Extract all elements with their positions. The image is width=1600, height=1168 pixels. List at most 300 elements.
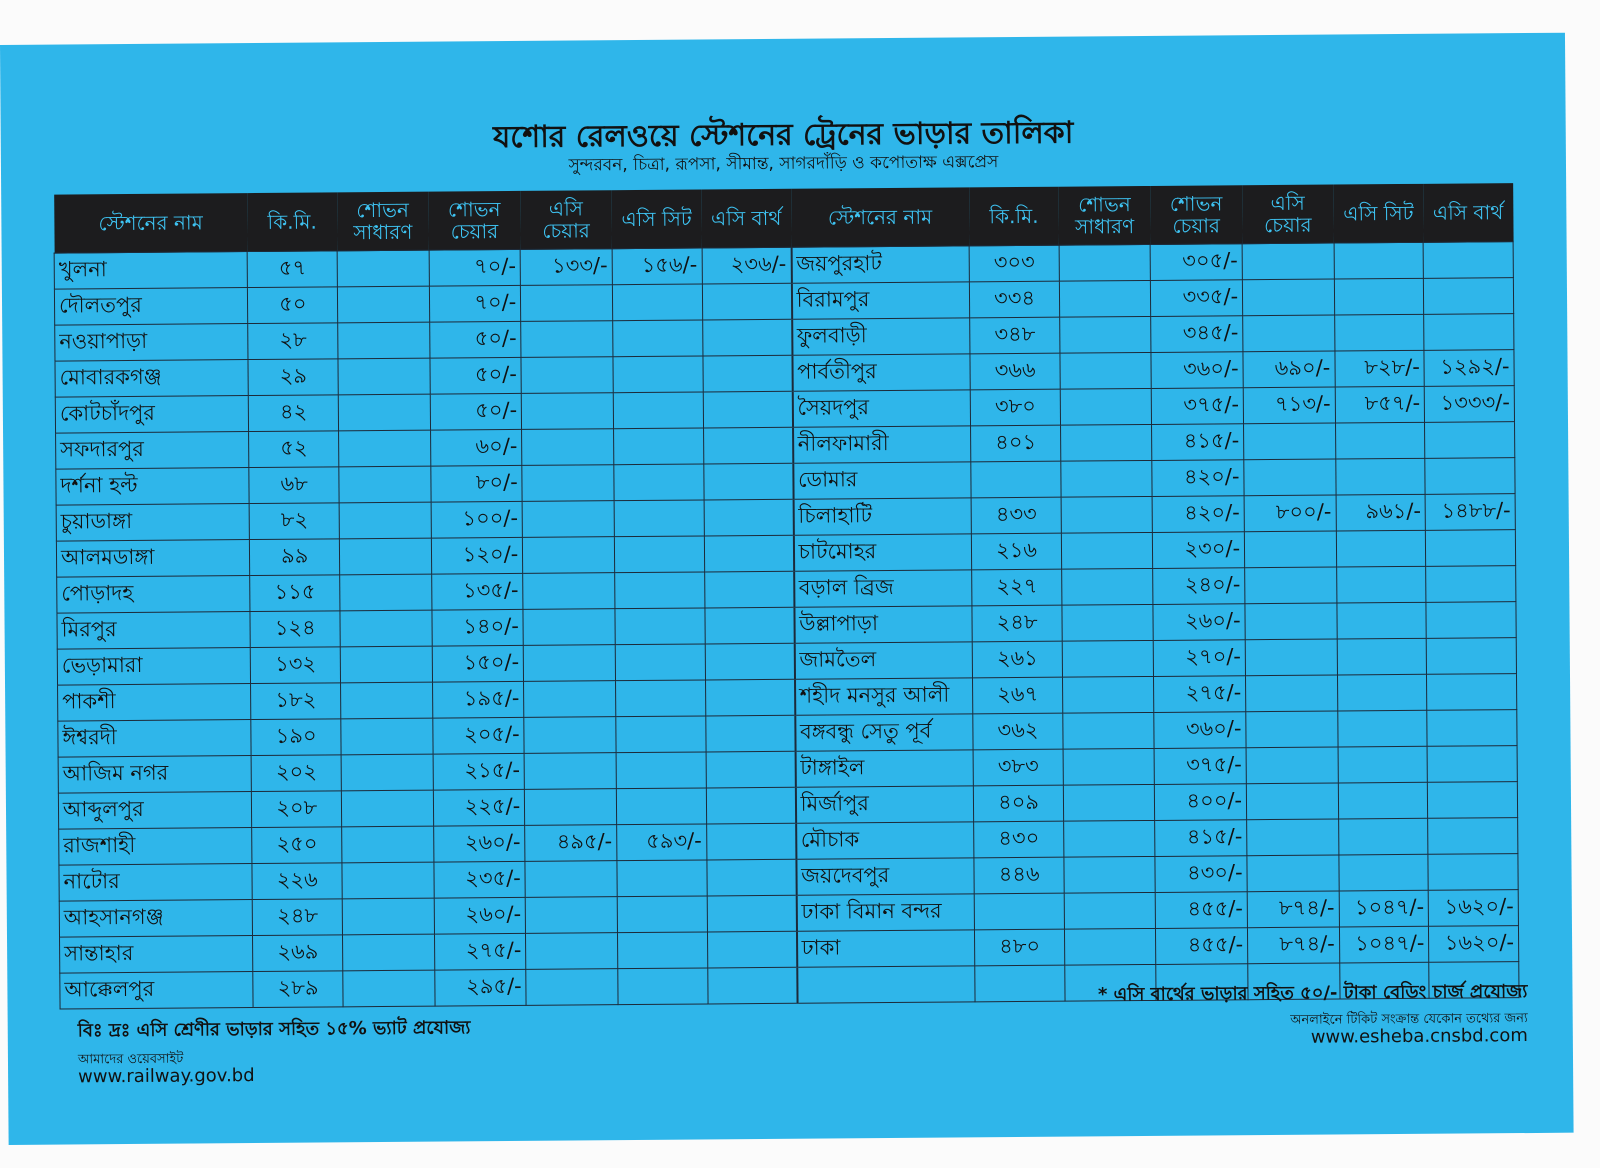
right-shovon-chair-cell: ৪২০/- xyxy=(1152,460,1244,497)
right-shovon-chair-cell: ৪৫৫/- xyxy=(1156,928,1248,965)
right-shovon-chair-cell: ৪২০/- xyxy=(1153,496,1245,533)
left-shovon-chair-cell: ৬০/- xyxy=(430,429,522,466)
left-ac-berth-cell xyxy=(706,823,796,860)
right-shovon-general-cell xyxy=(1062,568,1154,605)
right-km-cell xyxy=(975,965,1065,1002)
left-ac-seat-cell xyxy=(615,572,705,609)
right-ac-seat-cell: ১০৪৭/- xyxy=(1339,890,1429,927)
right-shovon-general-cell xyxy=(1063,748,1155,785)
right-ac-seat-cell: ৯৬১/- xyxy=(1336,494,1426,531)
fare-sheet xyxy=(0,33,1574,1145)
right-ac-berth-cell xyxy=(1423,242,1513,279)
right-ac-seat-cell xyxy=(1338,710,1428,747)
left-ac-berth-cell xyxy=(703,463,793,500)
right-km-cell xyxy=(974,893,1064,930)
left-station-name-cell: মোবারকগঞ্জ xyxy=(55,360,249,398)
left-station-name-cell: নওয়াপাড়া xyxy=(55,324,249,362)
left-ac-berth-cell xyxy=(704,499,794,536)
left-shovon-general-cell xyxy=(338,394,430,431)
left-shovon-chair-cell: ১৯৫/- xyxy=(432,681,524,718)
left-station-name-cell: সান্তাহার xyxy=(60,936,254,974)
left-shovon-general-cell xyxy=(338,322,430,359)
right-shovon-chair-cell: ২৭০/- xyxy=(1154,640,1246,677)
left-shovon-chair-cell: ১৩৫/- xyxy=(431,573,523,610)
left-shovon-chair-cell: ২৩৫/- xyxy=(434,861,526,898)
left-ac-berth-cell xyxy=(702,283,792,320)
column-header-station-name: স্টেশনের নাম xyxy=(791,187,970,247)
column-header-ac-chair: এসি চেয়ার xyxy=(1242,185,1334,244)
right-station-name-cell: টাঙ্গাইল xyxy=(795,750,973,787)
right-ac-berth-cell xyxy=(1425,422,1515,459)
left-ac-chair-cell xyxy=(525,861,617,898)
left-ac-seat-cell xyxy=(612,284,702,321)
right-km-cell xyxy=(971,461,1061,498)
left-shovon-chair-cell: ১০০/- xyxy=(431,501,523,538)
left-km-cell: ৪২ xyxy=(249,395,339,432)
right-shovon-general-cell xyxy=(1063,820,1155,857)
left-ac-chair-cell xyxy=(521,357,613,394)
left-km-cell: ১২৪ xyxy=(250,611,340,648)
right-ac-seat-cell xyxy=(1336,566,1426,603)
right-ac-chair-cell xyxy=(1246,783,1338,820)
column-header-shovon-general: শোভন সাধারণ xyxy=(1059,186,1151,245)
column-header-shovon-chair: শোভন চেয়ার xyxy=(1150,185,1242,244)
right-km-cell: ৪০৯ xyxy=(974,785,1064,822)
right-station-name-cell: মির্জাপুর xyxy=(795,786,973,823)
left-ac-seat-cell xyxy=(615,680,705,717)
left-station-name-cell: আজিম নগর xyxy=(58,756,252,794)
right-shovon-general-cell xyxy=(1064,928,1156,965)
left-shovon-chair-cell: ৫০/- xyxy=(429,321,521,358)
right-ac-seat-cell: ১০৪৭/- xyxy=(1339,926,1429,963)
left-station-name-cell: ভেড়ামারা xyxy=(57,648,251,686)
left-shovon-general-cell xyxy=(339,466,431,503)
left-km-cell: ৫২ xyxy=(249,431,339,468)
right-ac-chair-cell: ৮০০/- xyxy=(1244,495,1336,532)
right-ac-seat-cell xyxy=(1338,782,1428,819)
left-ac-berth-cell xyxy=(706,787,796,824)
left-station-name-cell: আলমডাঙ্গা xyxy=(56,540,250,578)
right-ac-chair-cell: ৮৭৪/- xyxy=(1248,927,1340,964)
right-ac-chair-cell xyxy=(1245,567,1337,604)
right-ac-seat-cell xyxy=(1339,854,1429,891)
right-ac-berth-cell xyxy=(1428,854,1518,891)
left-km-cell: ২২৬ xyxy=(252,863,342,900)
left-shovon-general-cell xyxy=(337,286,429,323)
right-station-name-cell: জামতৈল xyxy=(794,642,972,679)
right-km-cell: ৩৪৮ xyxy=(970,317,1060,354)
right-shovon-general-cell xyxy=(1060,352,1152,389)
left-ac-berth-cell xyxy=(705,679,795,716)
right-km-cell: ৪৪৬ xyxy=(974,857,1064,894)
left-station-name-cell: চুয়াডাঙ্গা xyxy=(56,504,250,542)
left-km-cell: ৫৭ xyxy=(248,251,338,288)
left-station-name-cell: আক্কেলপুর xyxy=(60,972,254,1010)
right-station-name-cell: পার্বতীপুর xyxy=(792,354,970,391)
left-ac-chair-cell xyxy=(522,429,614,466)
right-ac-chair-cell xyxy=(1247,819,1339,856)
left-ac-chair-cell xyxy=(522,465,614,502)
right-ac-berth-cell xyxy=(1426,530,1516,567)
left-station-name-cell: খুলনা xyxy=(54,252,248,290)
right-km-cell: ৩৮৩ xyxy=(973,749,1063,786)
left-station-name-cell: রাজশাহী xyxy=(59,828,253,866)
right-ac-chair-cell xyxy=(1244,531,1336,568)
left-station-name-cell: নাটোর xyxy=(59,864,253,902)
left-km-cell: ১৩২ xyxy=(251,647,341,684)
left-km-cell: ১৮২ xyxy=(251,683,341,720)
left-ac-chair-cell: ৪৯৫/- xyxy=(525,825,617,862)
bedding-charge-note: * এসি বার্থের ভাড়ার সহিত ৫০/- টাকা বেডিং চার্জ প্রযোজ্য xyxy=(1097,981,1528,1006)
left-ac-berth-cell xyxy=(707,895,797,932)
right-shovon-chair-cell: ৪১৫/- xyxy=(1155,820,1247,857)
left-shovon-chair-cell: ২১৫/- xyxy=(433,753,525,790)
left-ac-chair-cell xyxy=(523,609,615,646)
right-station-name-cell: বঙ্গবন্ধু সেতু পূর্ব xyxy=(795,714,973,751)
left-ac-seat-cell xyxy=(618,968,708,1005)
esheba-website-link[interactable]: www.esheba.cnsbd.com xyxy=(1310,1025,1528,1048)
right-ac-seat-cell xyxy=(1335,422,1425,459)
right-ac-seat-cell xyxy=(1338,746,1428,783)
right-ac-berth-cell xyxy=(1427,710,1517,747)
right-station-name-cell: বিরামপুর xyxy=(791,282,969,319)
page-title: যশোর রেলওয়ে স্টেশনের ট্রেনের ভাড়ার তালিকা xyxy=(492,115,1074,156)
left-ac-seat-cell xyxy=(614,536,704,573)
right-shovon-general-cell xyxy=(1059,244,1151,281)
left-ac-seat-cell xyxy=(617,896,707,933)
left-station-name-cell: পোড়াদহ xyxy=(57,576,251,614)
right-ac-seat-cell xyxy=(1338,818,1428,855)
column-header-ac-berth: এসি বার্থ xyxy=(1423,183,1513,242)
left-ac-berth-cell xyxy=(702,355,792,392)
right-shovon-chair-cell: ২৩০/- xyxy=(1153,532,1245,569)
left-km-cell: ৯৯ xyxy=(250,539,340,576)
left-ac-seat-cell xyxy=(615,608,705,645)
right-ac-chair-cell xyxy=(1246,747,1338,784)
right-km-cell: ৩৬৬ xyxy=(970,353,1060,390)
right-ac-seat-cell xyxy=(1334,278,1424,315)
right-ac-berth-cell xyxy=(1426,602,1516,639)
left-shovon-chair-cell: ৫০/- xyxy=(430,357,522,394)
left-shovon-general-cell xyxy=(341,718,433,755)
left-ac-chair-cell xyxy=(521,285,613,322)
left-ac-seat-cell xyxy=(613,392,703,429)
left-shovon-general-cell xyxy=(339,538,431,575)
left-ac-chair-cell xyxy=(522,501,614,538)
left-ac-berth-cell xyxy=(702,319,792,356)
column-header-ac-seat: এসি সিট xyxy=(1333,184,1423,243)
right-shovon-chair-cell: ৪৫৫/- xyxy=(1156,892,1248,929)
left-ac-seat-cell xyxy=(617,932,707,969)
right-ac-berth-cell xyxy=(1425,458,1515,495)
right-station-name-cell: চাটমোহর xyxy=(793,534,971,571)
left-shovon-general-cell xyxy=(341,754,433,791)
right-km-cell: ৩৬২ xyxy=(973,713,1063,750)
left-shovon-chair-cell: ১৪০/- xyxy=(432,609,524,646)
right-km-cell: ২৬৭ xyxy=(973,677,1063,714)
right-km-cell: ৪০১ xyxy=(971,425,1061,462)
right-shovon-chair-cell: ৩৭৫/- xyxy=(1152,388,1244,425)
right-km-cell: ২১৬ xyxy=(972,533,1062,570)
right-ac-chair-cell xyxy=(1247,855,1339,892)
left-shovon-general-cell xyxy=(340,646,432,683)
left-km-cell: ১৯০ xyxy=(251,719,341,756)
left-shovon-general-cell xyxy=(343,970,435,1007)
column-header-station-name: স্টেশনের নাম xyxy=(54,193,248,253)
left-ac-seat-cell xyxy=(616,716,706,753)
right-ac-chair-cell xyxy=(1244,423,1336,460)
left-ac-berth-cell xyxy=(704,607,794,644)
left-km-cell: ২০২ xyxy=(252,755,342,792)
right-station-name-cell: মৌচাক xyxy=(796,822,974,859)
left-ac-berth-cell xyxy=(707,967,797,1004)
left-station-name-cell: দৌলতপুর xyxy=(54,288,248,326)
right-station-name-cell: ঢাকা xyxy=(797,930,975,967)
right-ac-seat-cell xyxy=(1336,530,1426,567)
right-shovon-general-cell xyxy=(1060,424,1152,461)
right-shovon-chair-cell: ৩৬০/- xyxy=(1154,712,1246,749)
left-ac-seat-cell xyxy=(614,464,704,501)
vat-note: বিঃ দ্রঃ এসি শ্রেণীর ভাড়ার সহিত ১৫% ভ্যাট প্রযোজ্য xyxy=(77,1017,471,1042)
left-shovon-chair-cell: ৭০/- xyxy=(429,249,521,286)
left-ac-berth-cell xyxy=(707,931,797,968)
column-header-ac-berth: এসি বার্থ xyxy=(701,189,791,248)
right-ac-chair-cell: ৮৭৪/- xyxy=(1247,891,1339,928)
railway-website-link[interactable]: www.railway.gov.bd xyxy=(78,1065,255,1088)
column-header-km: কি.মি. xyxy=(969,187,1059,246)
left-shovon-chair-cell: ২০৫/- xyxy=(432,717,524,754)
fare-table xyxy=(53,183,1519,1009)
right-station-name-cell: সৈয়দপুর xyxy=(792,390,970,427)
right-ac-seat-cell: ৮৫৭/- xyxy=(1335,386,1425,423)
left-shovon-general-cell xyxy=(339,430,431,467)
right-km-cell: ২২৭ xyxy=(972,569,1062,606)
right-station-name-cell: নীলফামারী xyxy=(793,426,971,463)
left-ac-chair-cell xyxy=(525,789,617,826)
right-ac-berth-cell: ১৬২০/- xyxy=(1429,890,1519,927)
left-shovon-general-cell xyxy=(342,862,434,899)
train-list-subtitle: সুন্দরবন, চিত্রা, রূপসা, সীমান্ত, সাগরদাঁড়ি ও কপোতাক্ষ এক্সপ্রেস xyxy=(568,152,999,176)
right-km-cell: ৩৮০ xyxy=(971,389,1061,426)
left-ac-chair-cell xyxy=(526,969,618,1006)
left-km-cell: ২৫০ xyxy=(252,827,342,864)
left-shovon-chair-cell: ২৬০/- xyxy=(433,825,525,862)
right-shovon-chair-cell: ৩৬০/- xyxy=(1151,352,1243,389)
left-shovon-chair-cell: ২২৫/- xyxy=(433,789,525,826)
right-shovon-chair-cell: ৩৩৫/- xyxy=(1151,280,1243,317)
left-ac-seat-cell xyxy=(613,356,703,393)
left-shovon-general-cell xyxy=(340,610,432,647)
right-station-name-cell: ডোমার xyxy=(793,462,971,499)
left-km-cell: ২০৮ xyxy=(252,791,342,828)
right-ac-seat-cell xyxy=(1337,674,1427,711)
left-ac-seat-cell xyxy=(613,428,703,465)
left-ac-chair-cell xyxy=(524,753,616,790)
right-ac-berth-cell: ১৬২০/- xyxy=(1429,926,1519,963)
right-shovon-general-cell xyxy=(1060,388,1152,425)
left-shovon-chair-cell: ৭০/- xyxy=(429,285,521,322)
left-ac-chair-cell xyxy=(524,717,616,754)
right-km-cell: ২৪৮ xyxy=(972,605,1062,642)
right-km-cell: ৪৩৩ xyxy=(971,497,1061,534)
left-ac-seat-cell: ১৫৬/- xyxy=(612,248,702,285)
left-station-name-cell: কোটচাঁদপুর xyxy=(55,396,249,434)
left-ac-berth-cell xyxy=(704,535,794,572)
right-shovon-chair-cell: ২৪০/- xyxy=(1153,568,1245,605)
right-shovon-general-cell xyxy=(1063,784,1155,821)
right-station-name-cell: বড়াল ব্রিজ xyxy=(794,570,972,607)
right-ac-berth-cell: ১২৯২/- xyxy=(1424,350,1514,387)
right-ac-seat-cell xyxy=(1334,314,1424,351)
right-shovon-chair-cell: ৩৭৫/- xyxy=(1155,748,1247,785)
right-ac-chair-cell: ৬৯০/- xyxy=(1243,351,1335,388)
right-ac-berth-cell xyxy=(1428,818,1518,855)
left-station-name-cell: ঈশ্বরদী xyxy=(58,720,252,758)
right-station-name-cell: ফুলবাড়ী xyxy=(792,318,970,355)
right-ac-chair-cell xyxy=(1242,243,1334,280)
right-shovon-general-cell xyxy=(1064,856,1156,893)
right-ac-seat-cell xyxy=(1336,458,1426,495)
left-km-cell: ১১৫ xyxy=(250,575,340,612)
left-shovon-chair-cell: ২৯৫/- xyxy=(434,969,526,1006)
right-shovon-chair-cell: ৩৪৫/- xyxy=(1151,316,1243,353)
left-km-cell: ২৬৯ xyxy=(253,935,343,972)
right-ac-berth-cell: ১৪৮৮/- xyxy=(1425,494,1515,531)
right-ac-berth-cell xyxy=(1427,746,1517,783)
right-km-cell: ৩৩৪ xyxy=(970,281,1060,318)
right-km-cell: ২৬১ xyxy=(972,641,1062,678)
website-label: আমাদের ওয়েবসাইট xyxy=(77,1051,184,1068)
left-km-cell: ৫০ xyxy=(248,287,338,324)
right-ac-seat-cell xyxy=(1337,602,1427,639)
right-station-name-cell: শহীদ মনসুর আলী xyxy=(795,678,973,715)
left-km-cell: ২৮৯ xyxy=(253,971,343,1008)
right-station-name-cell: উল্লাপাড়া xyxy=(794,606,972,643)
left-ac-seat-cell xyxy=(615,644,705,681)
right-ac-berth-cell xyxy=(1427,638,1517,675)
left-ac-berth-cell xyxy=(704,571,794,608)
right-ac-seat-cell xyxy=(1337,638,1427,675)
left-station-name-cell: দর্শনা হল্ট xyxy=(56,468,250,506)
right-shovon-chair-cell: ২৭৫/- xyxy=(1154,676,1246,713)
left-ac-berth-cell xyxy=(703,391,793,428)
left-km-cell: ৬৮ xyxy=(249,467,339,504)
right-ac-berth-cell xyxy=(1424,278,1514,315)
left-km-cell: ৮২ xyxy=(250,503,340,540)
column-header-shovon-chair: শোভন চেয়ার xyxy=(428,191,520,250)
right-ac-berth-cell xyxy=(1427,674,1517,711)
left-shovon-general-cell xyxy=(340,574,432,611)
right-km-cell: ৩০৩ xyxy=(969,245,1059,282)
left-shovon-general-cell xyxy=(339,502,431,539)
left-shovon-general-cell xyxy=(342,826,434,863)
left-shovon-chair-cell: ১২০/- xyxy=(431,537,523,574)
left-ac-chair-cell xyxy=(526,933,618,970)
left-ac-chair-cell xyxy=(524,645,616,682)
left-shovon-general-cell xyxy=(343,934,435,971)
right-ac-chair-cell: ৭১৩/- xyxy=(1243,387,1335,424)
left-station-name-cell: মিরপুর xyxy=(57,612,251,650)
left-ac-seat-cell xyxy=(616,788,706,825)
left-ac-chair-cell xyxy=(523,537,615,574)
right-ac-berth-cell: ১৩৩৩/- xyxy=(1425,386,1515,423)
right-ac-berth-cell xyxy=(1428,782,1518,819)
left-shovon-general-cell xyxy=(342,898,434,935)
right-km-cell: ৪৩০ xyxy=(974,821,1064,858)
right-shovon-general-cell xyxy=(1063,712,1155,749)
left-ac-chair-cell xyxy=(522,393,614,430)
left-station-name-cell: সফদারপুর xyxy=(56,432,250,470)
column-header-ac-seat: এসি সিট xyxy=(612,189,702,248)
right-ac-seat-cell xyxy=(1334,242,1424,279)
left-ac-berth-cell xyxy=(703,427,793,464)
column-header-ac-chair: এসি চেয়ার xyxy=(520,190,612,249)
right-ac-chair-cell xyxy=(1244,459,1336,496)
right-shovon-general-cell xyxy=(1062,676,1154,713)
right-shovon-general-cell xyxy=(1061,460,1153,497)
left-shovon-chair-cell: ৫০/- xyxy=(430,393,522,430)
left-km-cell: ২৪৮ xyxy=(253,899,343,936)
right-station-name-cell: ঢাকা বিমান বন্দর xyxy=(796,894,974,931)
right-station-name-cell xyxy=(797,966,975,1003)
left-shovon-general-cell xyxy=(338,358,430,395)
left-shovon-general-cell xyxy=(341,790,433,827)
right-ac-chair-cell xyxy=(1243,315,1335,352)
right-station-name-cell: জয়দেবপুর xyxy=(796,858,974,895)
right-shovon-chair-cell: ৪০০/- xyxy=(1155,784,1247,821)
right-ac-berth-cell xyxy=(1424,314,1514,351)
left-km-cell: ২৮ xyxy=(248,323,338,360)
right-shovon-general-cell xyxy=(1059,280,1151,317)
left-shovon-chair-cell: ২৭৫/- xyxy=(434,933,526,970)
right-ac-chair-cell xyxy=(1242,279,1334,316)
left-ac-berth-cell: ২৩৬/- xyxy=(702,247,792,284)
right-shovon-chair-cell: ৪৩০/- xyxy=(1155,856,1247,893)
left-ac-seat-cell: ৫৯৩/- xyxy=(617,824,707,861)
left-ac-berth-cell xyxy=(706,859,796,896)
column-header-shovon-general: শোভন সাধারণ xyxy=(337,192,429,251)
left-ac-seat-cell xyxy=(616,752,706,789)
left-km-cell: ২৯ xyxy=(248,359,338,396)
left-ac-berth-cell xyxy=(705,715,795,752)
left-ac-chair-cell: ১৩৩/- xyxy=(520,249,612,286)
right-shovon-general-cell xyxy=(1060,316,1152,353)
right-ac-chair-cell xyxy=(1246,675,1338,712)
right-shovon-general-cell xyxy=(1062,640,1154,677)
right-shovon-chair-cell: ৪১৫/- xyxy=(1152,424,1244,461)
left-ac-berth-cell xyxy=(706,751,796,788)
right-shovon-general-cell xyxy=(1061,532,1153,569)
left-ac-berth-cell xyxy=(705,643,795,680)
right-ac-chair-cell xyxy=(1245,603,1337,640)
left-ac-chair-cell xyxy=(521,321,613,358)
right-station-name-cell: জয়পুরহাট xyxy=(791,246,969,283)
left-shovon-general-cell xyxy=(341,682,433,719)
left-ac-seat-cell xyxy=(613,320,703,357)
left-ac-chair-cell xyxy=(524,681,616,718)
right-ac-berth-cell xyxy=(1426,566,1516,603)
column-header-km: কি.মি. xyxy=(247,192,337,251)
right-shovon-general-cell xyxy=(1062,604,1154,641)
right-shovon-general-cell xyxy=(1061,496,1153,533)
left-station-name-cell: আব্দুলপুর xyxy=(58,792,252,830)
left-shovon-general-cell xyxy=(337,250,429,287)
right-ac-chair-cell xyxy=(1245,639,1337,676)
online-ticket-label: অনলাইনে টিকিট সংক্রান্ত যেকোন তথ্যের জন্য xyxy=(1290,1011,1528,1028)
left-station-name-cell: পাকশী xyxy=(58,684,252,722)
right-shovon-chair-cell: ২৬০/- xyxy=(1153,604,1245,641)
left-ac-seat-cell xyxy=(614,500,704,537)
